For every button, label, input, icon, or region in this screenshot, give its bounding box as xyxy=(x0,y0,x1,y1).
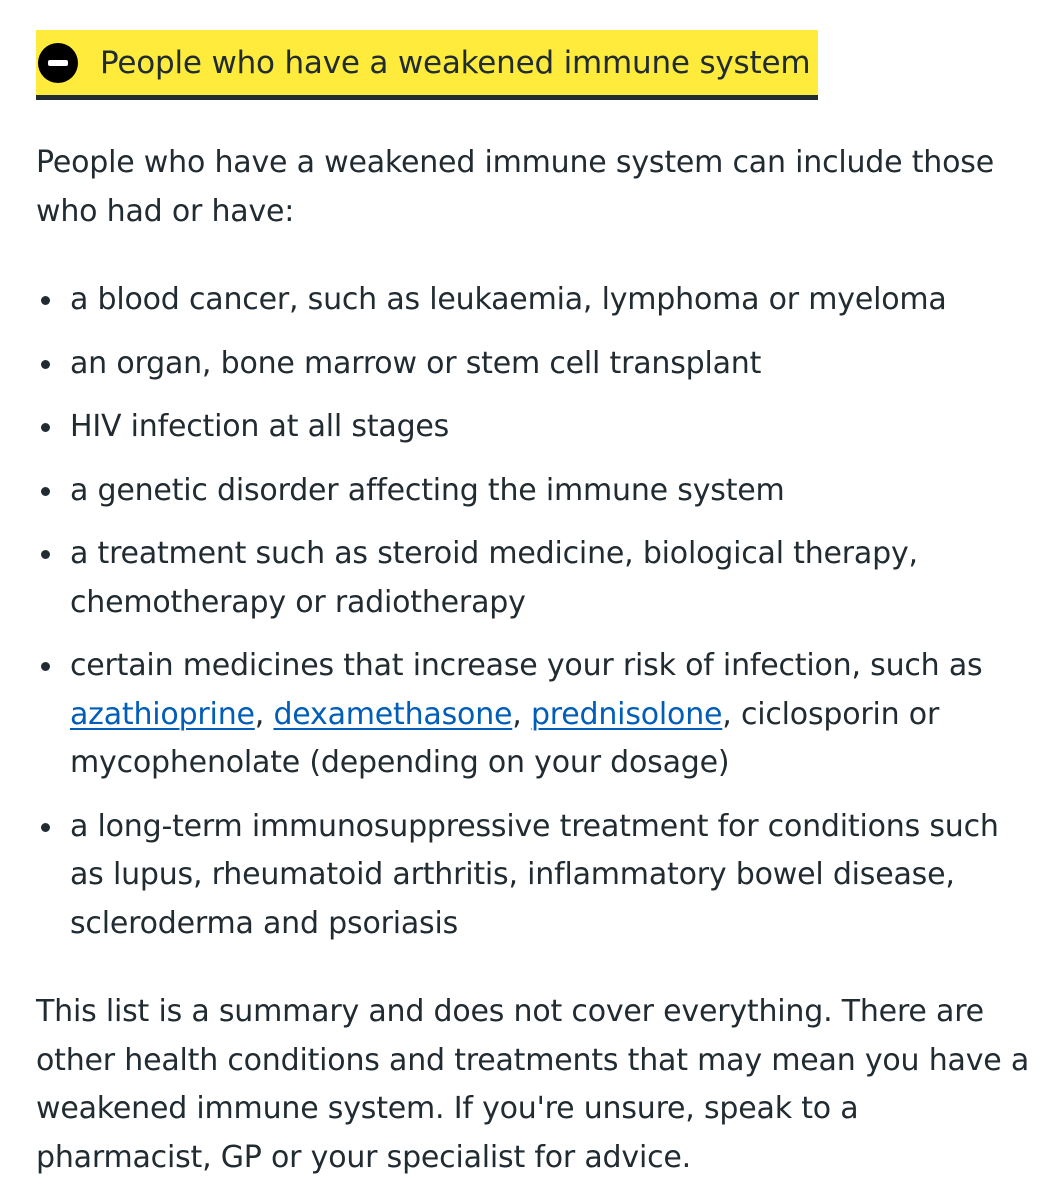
list-item-text: HIV infection at all stages xyxy=(70,409,450,444)
list-item xyxy=(36,276,1036,325)
link-prednisolone[interactable]: prednisolone xyxy=(530,696,723,732)
list-item xyxy=(36,530,1036,627)
details-summary-label: People who have a weakened immune system xyxy=(100,44,811,81)
link-azathioprine[interactable]: azathioprine xyxy=(70,696,255,732)
list-item xyxy=(36,803,1036,949)
conditions-list xyxy=(36,276,1036,948)
intro-paragraph: People who have a weakened immune system can include those who had or have: xyxy=(36,145,994,229)
link-separator: , xyxy=(512,696,531,732)
list-item xyxy=(36,403,1036,452)
outro-paragraph: This list is a summary and does not cover everything. There are other health conditions and treatments that may mean you have a weakened immune system. If you're unsure, speak to a pharmacist, GP or your specialist for advice. xyxy=(36,994,1030,1175)
minus-circle-icon xyxy=(38,43,78,83)
link-dexamethasone[interactable]: dexamethasone xyxy=(273,696,513,732)
details-summary-toggle[interactable] xyxy=(36,30,818,100)
medicines-text-after: , ciclosporin or mycophenolate (depending on your dosage) xyxy=(70,696,940,780)
list-item-text: a blood cancer, such as leukaemia, lymphoma or myeloma xyxy=(70,282,947,317)
list-item-text: an organ, bone marrow or stem cell transplant xyxy=(70,345,762,381)
list-item-text: a treatment such as steroid medicine, biological therapy, chemotherapy or radiotherapy xyxy=(70,536,918,620)
link-separator: , xyxy=(254,696,274,732)
details-section xyxy=(36,30,1036,1182)
medicines-text-before: certain medicines that increase your risk of infection, such as xyxy=(70,648,983,683)
bullet-icon xyxy=(41,296,50,305)
list-item xyxy=(36,467,1036,516)
list-item-medicines xyxy=(36,642,1036,788)
list-item xyxy=(36,340,1036,389)
bullet-icon xyxy=(41,662,50,671)
bullet-icon xyxy=(41,423,50,432)
bullet-icon xyxy=(41,360,50,369)
bullet-icon xyxy=(41,550,50,559)
bullet-icon xyxy=(41,823,50,832)
list-item-text: a genetic disorder affecting the immune system xyxy=(70,472,785,508)
list-item-text: a long-term immunosuppressive treatment for conditions such as lupus, rheumatoid arthritis, inflammatory bowel disease, scleroderma and psoriasis xyxy=(70,808,999,941)
bullet-icon xyxy=(41,487,50,496)
